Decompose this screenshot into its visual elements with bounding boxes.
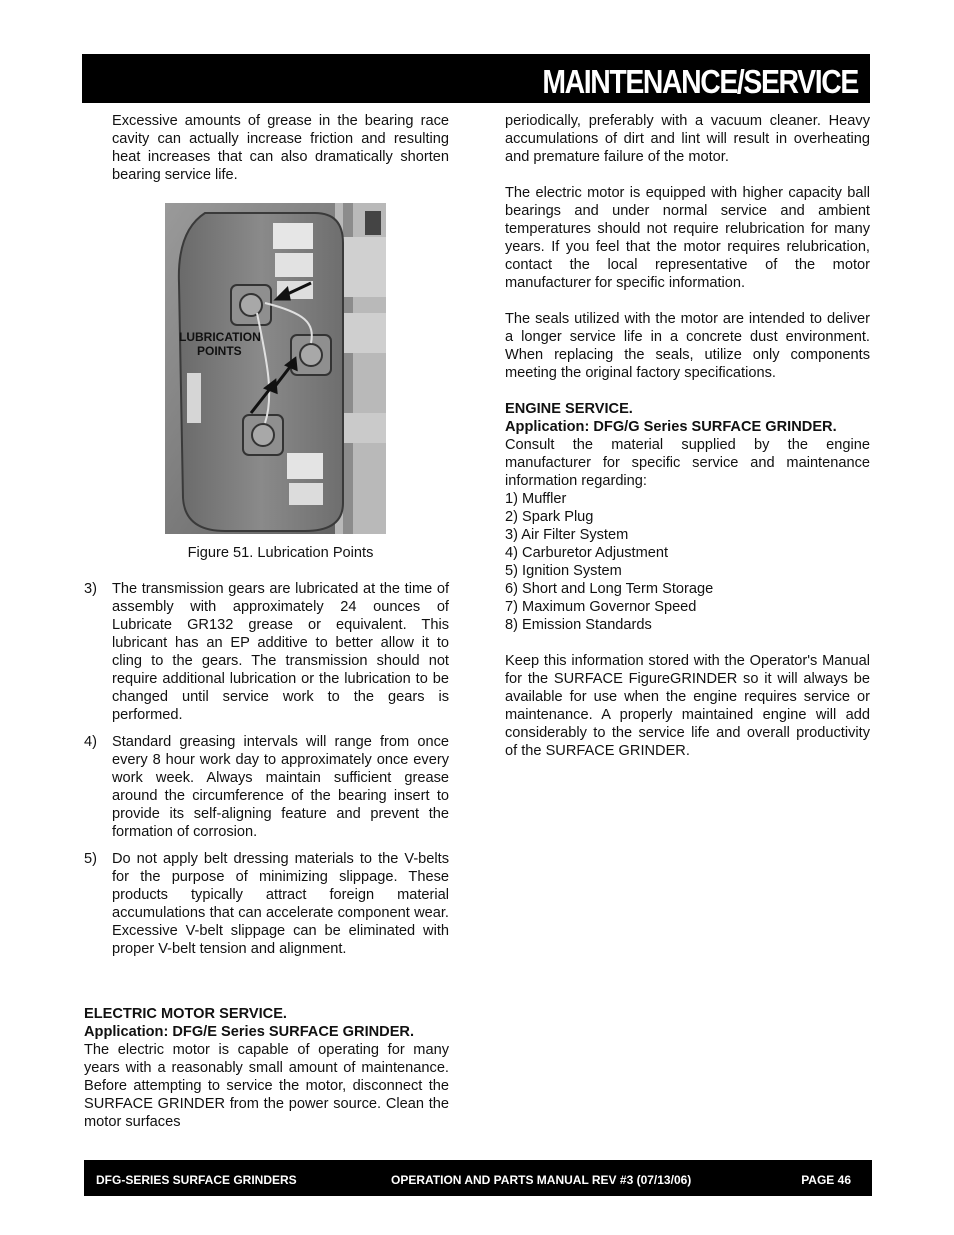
list-item-number: 4): [84, 734, 97, 750]
list-item: [84, 850, 449, 958]
list-item-text: Do not apply belt dressing materials to the V-belts for the purpose of minimizing slippage. These products typically attract foreign material accumulations that can accelerate component wear. Excessive V-belt slippage can be eliminated with proper V-belt tension and alignment.: [112, 851, 449, 957]
list-item: 7) Maximum Governor Speed: [505, 599, 697, 615]
lubrication-photo-illustration: [165, 203, 386, 534]
engine-info-list: [505, 490, 870, 634]
figure-caption: Figure 51. Lubrication Points: [187, 545, 374, 561]
electric-motor-paragraph: The electric motor is capable of operating for many years with a reasonably small amount of maintenance. Before attempting to service the motor, disconnect the SURFACE GRINDER from the power source. Clean the motor surfaces: [84, 1042, 449, 1130]
photo-label-line2: POINTS: [197, 344, 242, 358]
lubrication-points-photo: [165, 203, 386, 534]
list-item: 4) Carburetor Adjustment: [505, 545, 669, 561]
electric-motor-application: Application: DFG/E Series SURFACE GRINDER.: [84, 1024, 415, 1040]
list-item: 2) Spark Plug: [505, 509, 594, 525]
page-title: MAINTENANCE/SERVICE: [542, 63, 858, 100]
list-item: 5) Ignition System: [505, 563, 622, 579]
right-column: [505, 112, 870, 760]
photo-label-line1: LUBRICATION: [179, 330, 261, 344]
left-column: [84, 112, 449, 184]
footer-page-number: PAGE 46: [801, 1173, 851, 1187]
list-item: [84, 580, 449, 724]
footer-product-name: DFG-SERIES SURFACE GRINDERS: [96, 1173, 297, 1187]
motor-cleaning-paragraph: periodically, preferably with a vacuum cleaner. Heavy accumulations of dirt and lint will result in overheating and premature failure of the motor.: [505, 113, 870, 165]
list-item-number: 5): [84, 851, 97, 867]
electric-motor-section: [84, 1005, 449, 1131]
bearing-grease-paragraph: Excessive amounts of grease in the bearing race cavity can actually increase friction and resulting heat increases that can also dramatically shorten bearing service life.: [112, 113, 449, 183]
page-footer: [84, 1160, 872, 1196]
page-header: [82, 54, 870, 103]
motor-seals-paragraph: The seals utilized with the motor are intended to deliver a longer service life in a concrete dust environment. When replacing the seals, utilize only components meeting the original factory specifications.: [505, 311, 870, 381]
list-item-number: 3): [84, 581, 97, 597]
engine-service-paragraph: Consult the material supplied by the engine manufacturer for specific service and maintenance information regarding:: [505, 437, 870, 489]
motor-bearings-paragraph: The electric motor is equipped with higher capacity ball bearings and under normal service and ambient temperatures should not require relubrication for many years. If you feel that the motor requires relubrication, contact the local representative of the motor manufacturer for specific information.: [505, 185, 870, 291]
electric-motor-heading: ELECTRIC MOTOR SERVICE.: [84, 1006, 287, 1022]
list-item: 6) Short and Long Term Storage: [505, 581, 714, 597]
closing-paragraph: Keep this information stored with the Operator's Manual for the SURFACE FigureGRINDER so it will always be available for use when the engine requires service or maintenance. A properly maintained engine will add considerably to the service life and overall productivity of the SURFACE GRINDER.: [505, 653, 870, 759]
engine-service-application: Application: DFG/G Series SURFACE GRINDER.: [505, 419, 837, 435]
list-item-text: Standard greasing intervals will range from once every 8 hour work day to approximately once every work week. Always maintain sufficient grease around the circumference of the bearing insert to provide its self-aligning feature and prevent the formation of corrosion.: [112, 734, 449, 840]
footer-manual-revision: OPERATION AND PARTS MANUAL REV #3 (07/13/06): [391, 1173, 692, 1187]
numbered-list: [84, 580, 449, 958]
engine-service-heading: ENGINE SERVICE.: [505, 401, 633, 417]
list-item: 1) Muffler: [505, 491, 567, 507]
list-item: 8) Emission Standards: [505, 617, 652, 633]
list-item: [84, 733, 449, 841]
list-item-text: The transmission gears are lubricated at the time of assembly with approximately 24 ounces of Lubricate GR132 grease or equivalent. This lubricant has an EP additive to better allow it to cling to the gears. The transmission should not require additional lubrication or the lubrication to be changed until service work to the gears is performed.: [112, 581, 449, 723]
list-item: 3) Air Filter System: [505, 527, 629, 543]
